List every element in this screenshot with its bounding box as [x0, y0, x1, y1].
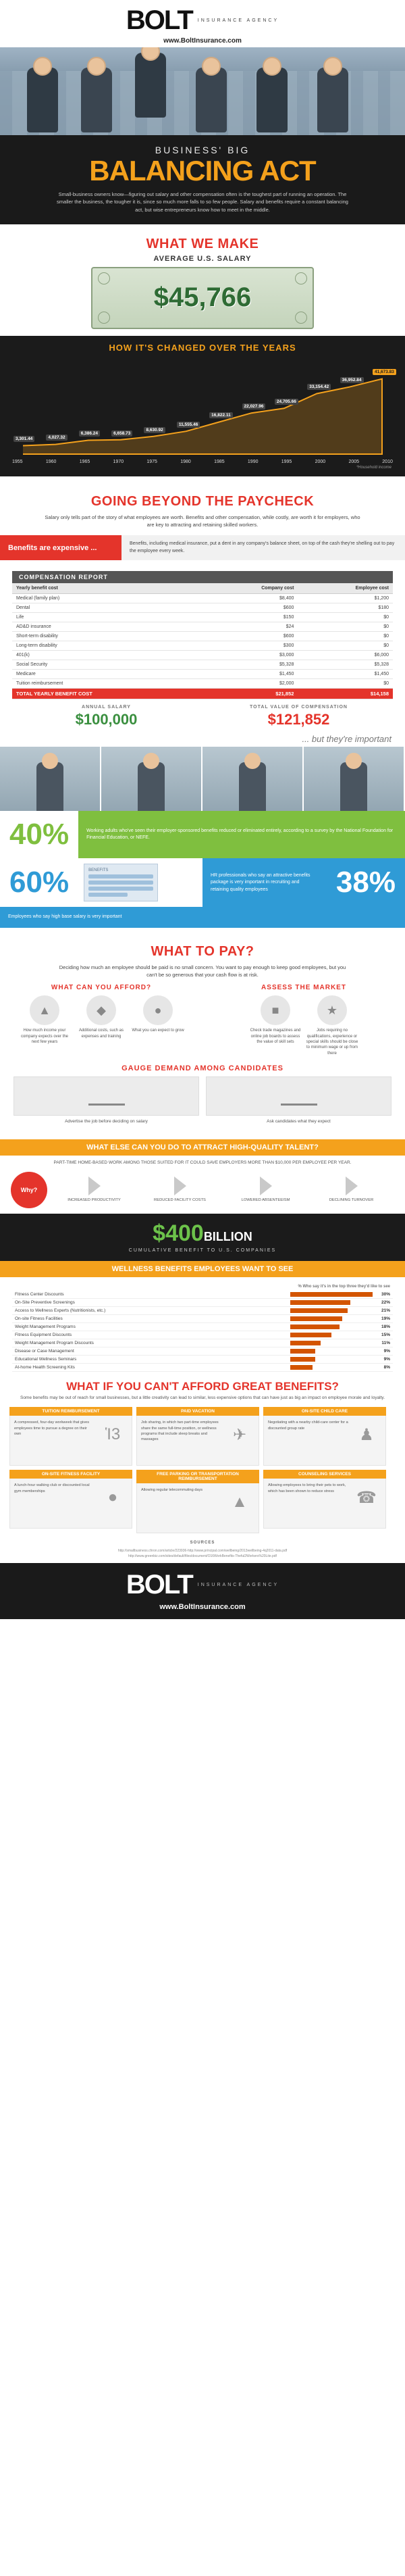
- table-cell: Medicare: [12, 670, 205, 679]
- chart-x-tick: 1975: [146, 459, 157, 464]
- average-salary-value: $45,766: [153, 282, 252, 313]
- table-cell: $0: [298, 679, 393, 689]
- table-cell: $180: [298, 603, 393, 613]
- wellness-rows: [12, 1291, 393, 1372]
- wellness-bar: [288, 1323, 375, 1331]
- afford-card-text: Negotiating with a nearby child-care center for a discounted group rate: [268, 1420, 348, 1431]
- wellness-bar: [288, 1347, 375, 1356]
- compensation-report: [0, 571, 405, 744]
- table-cell: Short-term disability: [12, 632, 205, 641]
- table-cell: $1,450: [298, 670, 393, 679]
- market-items: [202, 995, 405, 1056]
- table-cell: $600: [205, 603, 298, 613]
- chart-plot-area: [12, 357, 393, 458]
- table-column-header: Employee cost: [298, 583, 393, 594]
- afford-card-title: ON-SITE FITNESS FACILITY: [9, 1470, 132, 1479]
- wellness-label: On-site Fitness Facilities: [12, 1315, 288, 1323]
- afford-column-heading: WHAT CAN YOU AFFORD?: [51, 984, 152, 992]
- hero-person-6: [317, 68, 348, 132]
- photo-1: [0, 747, 101, 811]
- footer: [0, 1563, 405, 1619]
- header-url[interactable]: www.BoltInsurance.com: [163, 37, 242, 45]
- stat-block-40: [0, 811, 405, 858]
- gauge-demand-item: [14, 1076, 199, 1124]
- table-header-row: [12, 583, 393, 594]
- wellness-label: Fitness Center Discounts: [12, 1291, 288, 1299]
- table-cell: $0: [298, 641, 393, 651]
- footer-logo: [0, 1570, 405, 1600]
- gauge-item-text: Advertise the job before deciding on salary: [65, 1119, 148, 1124]
- chart-x-tick: 1980: [180, 459, 191, 464]
- what-to-pay-section: [0, 928, 405, 1132]
- chart-x-tick: 2000: [315, 459, 326, 464]
- afford-card-title: FREE PARKING OR TRANSPORTATION REIMBURSEMENT: [136, 1470, 259, 1483]
- afford-card: [9, 1407, 132, 1466]
- table-cell: Dental: [12, 603, 205, 613]
- table-cell: $8,400: [205, 594, 298, 603]
- table-row: [12, 641, 393, 651]
- stat-38-text-row: [0, 907, 405, 928]
- afford-section: [0, 1372, 405, 1533]
- wellness-label: On-Site Preventive Screenings: [12, 1299, 288, 1307]
- table-cell: $5,328: [205, 660, 298, 670]
- afford-card-icon: ♟: [359, 1425, 374, 1444]
- gauge-item-text: Ask candidates what they expect: [267, 1119, 331, 1124]
- what-we-make-heading: WHAT WE MAKE: [146, 236, 259, 251]
- wellness-row: [12, 1299, 393, 1307]
- annual-salary-box: [12, 705, 200, 728]
- photo-2: [101, 747, 202, 811]
- footer-logo-wordmark: BOLT: [126, 1569, 192, 1600]
- hero-person-1: [27, 68, 58, 132]
- talent-heading: WHAT ELSE CAN YOU DO TO ATTRACT HIGH-QUALITY TALENT?: [0, 1139, 405, 1156]
- pay-item-text: Jobs requiring no qualifications, experience or special skills should be close to minimum wage or up from there: [306, 1029, 358, 1056]
- table-row: [12, 670, 393, 679]
- afford-card: [136, 1470, 259, 1533]
- wellness-percent: 9%: [375, 1347, 393, 1356]
- chart-x-tick: 1955: [12, 459, 23, 464]
- what-to-pay-description: Deciding how much an employee should be paid is no small concern. You want to pay enough to keep good employees, but you can't be so generous that your cash flow is at risk.: [59, 964, 346, 978]
- wellness-label: At-home Health Screening Kits: [12, 1364, 288, 1372]
- wellness-percent: 8%: [375, 1364, 393, 1372]
- wellness-col-header: % Who say it's in the top three they'd like to see: [298, 1285, 390, 1289]
- salary-history-chart: [0, 336, 405, 476]
- pay-item-icon: ●: [143, 995, 173, 1025]
- wellness-row: [12, 1347, 393, 1356]
- talent-benefit-item: [308, 1176, 394, 1204]
- table-cell: Life: [12, 613, 205, 622]
- pay-item-text: Check trade magazines and online job boards to assess the value of skill sets: [250, 1029, 301, 1045]
- table-row: [12, 622, 393, 632]
- wellness-bar: [288, 1364, 375, 1372]
- talent-benefit-item: [137, 1176, 223, 1204]
- wellness-percent: 9%: [375, 1356, 393, 1364]
- afford-card-title: TUITION REIMBURSEMENT: [9, 1407, 132, 1416]
- table-cell: Medical (family plan): [12, 594, 205, 603]
- table-cell: 401(k): [12, 651, 205, 660]
- header: [0, 0, 405, 47]
- stat-block-60-38: [0, 858, 405, 907]
- beyond-heading: GOING BEYOND THE PAYCHECK: [90, 493, 315, 509]
- total-compensation-value: $121,852: [267, 711, 330, 728]
- afford-items: [0, 995, 202, 1045]
- talent-subtext: PART-TIME HOME-BASED WORK AMONG THOSE SUITED FOR IT COULD SAVE EMPLOYERS MORE THAN $10,000 PER EMPLOYEE PER YEAR.: [53, 1160, 352, 1166]
- pay-item-icon: ◆: [86, 995, 116, 1025]
- title-small: BUSINESS' BIG: [155, 145, 250, 155]
- brand-logo: [0, 5, 405, 36]
- total-company-cost: $21,852: [205, 689, 298, 699]
- wellness-percent: 11%: [375, 1339, 393, 1347]
- sources-line-2: http://www.greenbiz.com/sites/default/files/document/O16WorkBenefits-Theful2Workers%20Lite.pdf: [128, 1554, 277, 1558]
- wellness-table: [12, 1283, 393, 1372]
- stat-38-text: Employees who say high base salary is very important: [8, 914, 122, 920]
- table-cell: $6,000: [298, 651, 393, 660]
- benefits-document-icon: [84, 864, 158, 901]
- afford-card: [263, 1470, 386, 1533]
- stat-40-text: Working adults who've seen their employer-sponsored benefits reduced or eliminated entirely, according to a survey by the National Foundation for Financial Education, or NEFE.: [78, 811, 405, 858]
- sources-block: [0, 1533, 405, 1563]
- chart-x-tick: 2010: [382, 459, 393, 464]
- table-cell: $0: [298, 622, 393, 632]
- hero-image: [0, 47, 405, 135]
- chart-point-label: 24,705.66: [275, 399, 298, 405]
- chart-x-tick: 1990: [247, 459, 259, 464]
- pay-consideration-item: [132, 995, 184, 1045]
- wellness-label: Disease or Case Management: [12, 1347, 288, 1356]
- table-column-header: Company cost: [205, 583, 298, 594]
- wellness-row: [12, 1331, 393, 1339]
- table-row: [12, 594, 393, 603]
- total-compensation-box: [205, 705, 393, 728]
- wellness-percent: 19%: [375, 1315, 393, 1323]
- chart-point-label: 6,658.73: [111, 430, 132, 437]
- benefits-expensive-label: Benefits are expensive ...: [0, 535, 122, 560]
- table-cell: $2,000: [205, 679, 298, 689]
- afford-heading: WHAT IF YOU CAN'T AFFORD GREAT BENEFITS?: [66, 1380, 339, 1393]
- hero-person-4: [196, 68, 227, 132]
- chart-point-label: 6,386.24: [79, 430, 100, 437]
- arrow-icon: [174, 1176, 186, 1195]
- talent-benefit-item: [51, 1176, 137, 1204]
- market-column: [202, 984, 405, 1056]
- wellness-row: [12, 1364, 393, 1372]
- table-body: [12, 594, 393, 689]
- table-row: [12, 679, 393, 689]
- hero-person-5: [256, 68, 288, 132]
- afford-card-text: Job sharing, in which two part-time employees share the same full-time position, or wellness programs that include sleep breaks and massages: [141, 1420, 219, 1442]
- wellness-bar: [288, 1331, 375, 1339]
- stat-40-value: 40%: [0, 811, 78, 858]
- photo-4: [304, 747, 405, 811]
- logo-wordmark: BOLT: [126, 5, 192, 35]
- afford-cards: [0, 1407, 405, 1533]
- stat-38-group: [202, 858, 405, 907]
- wellness-header-row: [12, 1283, 393, 1291]
- table-row: [12, 660, 393, 670]
- pay-item-icon: ★: [317, 995, 347, 1025]
- chart-x-tick: 1960: [45, 459, 57, 464]
- table-cell: $600: [205, 632, 298, 641]
- dollar-bill-graphic: [91, 267, 314, 329]
- gauge-illustration: [14, 1076, 199, 1116]
- beyond-description: Salary only tells part of the story of what employees are worth. Benefits and other compensation, while costly, are worth it for employers, who are key to attracting and retaining skilled workers.: [45, 514, 360, 528]
- table-cell: $24: [205, 622, 298, 632]
- chart-x-tick: 1985: [214, 459, 225, 464]
- wellness-section: [0, 1261, 405, 1372]
- gauge-demand-item: [206, 1076, 392, 1124]
- title-block: [0, 135, 405, 224]
- wellness-bar: [288, 1315, 375, 1323]
- afford-card-icon: ●: [107, 1488, 118, 1507]
- wellness-bar: [288, 1291, 375, 1299]
- chart-note: *Household income: [356, 465, 392, 470]
- sources-line-1: http://smallbusiness.chron.com/article/223936-http://www.principal.com/wellbeing/2013wellbeing-4q2011-data.pdf: [117, 1548, 288, 1553]
- talent-benefit-label: REDUCED FACILITY COSTS: [154, 1198, 206, 1203]
- chart-point-label: 4,027.32: [46, 435, 67, 441]
- talent-benefit-item: [223, 1176, 308, 1204]
- total-compensation-label: TOTAL VALUE OF COMPENSATION: [250, 705, 348, 710]
- table-cell: AD&D insurance: [12, 622, 205, 632]
- wellness-row: [12, 1323, 393, 1331]
- afford-card-text: A lunch-hour walking club or discounted local gym memberships: [14, 1483, 90, 1493]
- arrow-icon: [346, 1176, 358, 1195]
- talent-section: [0, 1139, 405, 1261]
- pay-item-icon: ■: [261, 995, 290, 1025]
- wellness-percent: 15%: [375, 1331, 393, 1339]
- sources-title: SOURCES: [190, 1541, 215, 1545]
- table-total-row: [12, 689, 393, 699]
- chart-x-axis: [12, 460, 393, 464]
- afford-subtext: Some benefits may be out of reach for small businesses, but a little creativity can lead to similar, less expensive options that can have just as big an impact on employee morale and loyalty.: [20, 1395, 385, 1401]
- what-we-make-section: [0, 224, 405, 336]
- compensation-table: [12, 583, 393, 699]
- afford-card-title: COUNSELING SERVICES: [263, 1470, 386, 1479]
- chart-point-label: 41,673.83: [373, 369, 396, 375]
- talent-benefit-label: LOWERED ABSENTEEISM: [241, 1198, 290, 1203]
- footer-url[interactable]: www.BoltInsurance.com: [159, 1602, 246, 1611]
- hero-person-3: [135, 53, 166, 118]
- table-row: [12, 613, 393, 622]
- wellness-label: Fitness Equipment Discounts: [12, 1331, 288, 1339]
- footer-logo-subtext: INSURANCE AGENCY: [197, 1582, 279, 1587]
- annual-salary-label: ANNUAL SALARY: [82, 705, 131, 710]
- pay-item-icon: ▲: [30, 995, 59, 1025]
- afford-card-text: A compressed, four-day workweek that gives employees time to pursue a degree on their own: [14, 1420, 89, 1436]
- but-important-caption: ... but they're important: [302, 734, 392, 745]
- chart-point-label: 11,555.46: [177, 422, 200, 428]
- why-badge: Why?: [11, 1172, 47, 1208]
- arrow-icon: [88, 1176, 101, 1195]
- afford-card: [263, 1407, 386, 1466]
- table-cell: $1,450: [205, 670, 298, 679]
- chart-point-label: 8,630.92: [144, 427, 165, 433]
- chart-x-tick: 1970: [113, 459, 124, 464]
- arrow-icon: [260, 1176, 272, 1195]
- talent-benefit-label: INCREASED PRODUCTIVITY: [68, 1198, 121, 1203]
- stat-60-text: HR professionals who say an attractive benefits package is very important in recruiting and retaining quality employees: [211, 872, 310, 892]
- chart-point-label: 16,822.11: [209, 412, 233, 418]
- table-cell: Social Security: [12, 660, 205, 670]
- afford-card-text: Allowing employees to bring their pets to work, which has been shown to reduce stress: [268, 1483, 346, 1493]
- table-row: [12, 651, 393, 660]
- chart-x-tick: 2005: [348, 459, 360, 464]
- wellness-label: Weight Management Programs: [12, 1323, 288, 1331]
- chart-point-label: 3,301.44: [14, 436, 34, 442]
- table-cell: $0: [298, 632, 393, 641]
- wellness-bar: [288, 1299, 375, 1307]
- table-column-header: Yearly benefit cost: [12, 583, 205, 594]
- logo-subtext: INSURANCE AGENCY: [197, 18, 279, 23]
- wellness-bar: [288, 1356, 375, 1364]
- wellness-bar: [288, 1339, 375, 1347]
- average-salary-label: AVERAGE U.S. SALARY: [153, 254, 252, 263]
- wellness-row: [12, 1291, 393, 1299]
- chart-point-label: 36,952.84: [340, 377, 364, 383]
- cumulative-benefit-unit: BILLION: [203, 1230, 252, 1244]
- total-label: TOTAL YEARLY BENEFIT COST: [12, 689, 205, 699]
- summary-row: [12, 705, 393, 728]
- gauge-items: [0, 1076, 405, 1124]
- table-cell: $5,328: [298, 660, 393, 670]
- chart-svg: [12, 357, 393, 458]
- afford-card-title: ON-SITE CHILD CARE: [263, 1407, 386, 1416]
- table-row: [12, 632, 393, 641]
- wellness-row: [12, 1339, 393, 1347]
- cumulative-benefit-caption: CUMULATIVE BENEFIT TO U.S. COMPANIES: [128, 1248, 277, 1254]
- wellness-label: Access to Wellness Experts (Nutritionists, etc.): [12, 1307, 288, 1315]
- stat-60-value: 60%: [9, 866, 70, 899]
- stat-60-group: [0, 858, 202, 907]
- table-cell: Long-term disability: [12, 641, 205, 651]
- pay-item-text: Additional costs, such as expenses and training: [78, 1029, 124, 1039]
- table-cell: $300: [205, 641, 298, 651]
- benefits-expensive-text: Benefits, including medical insurance, put a dent in any company's balance sheet, on top of the cash they're shelling out to pay the employee every week.: [122, 535, 405, 560]
- pay-consideration-item: [75, 995, 128, 1045]
- wellness-label: Educational Wellness Seminars: [12, 1356, 288, 1364]
- employee-photo-row: [0, 747, 405, 811]
- stat-38-value: 38%: [335, 866, 396, 899]
- wellness-percent: 21%: [375, 1307, 393, 1315]
- wellness-percent: 18%: [375, 1323, 393, 1331]
- why-items: [51, 1176, 394, 1204]
- market-column-heading: ASSESS THE MARKET: [261, 984, 346, 992]
- cumulative-benefit-number: $400: [153, 1220, 204, 1247]
- table-cell: Tuition reimbursement: [12, 679, 205, 689]
- talent-benefit-label: DECLINING TURNOVER: [329, 1198, 374, 1203]
- afford-card-icon: ✈: [232, 1425, 247, 1444]
- wellness-label: Weight Management Program Discounts: [12, 1339, 288, 1347]
- total-employee-cost: $14,158: [298, 689, 393, 699]
- compensation-report-title: COMPENSATION REPORT: [12, 571, 393, 583]
- table-cell: $150: [205, 613, 298, 622]
- afford-card: [136, 1407, 259, 1466]
- photo-3: [202, 747, 304, 811]
- annual-salary-value: $100,000: [75, 711, 138, 728]
- cumulative-benefit-value: [0, 1220, 405, 1247]
- afford-column: [0, 984, 202, 1056]
- gauge-demand-heading: GAUGE DEMAND AMONG CANDIDATES: [122, 1064, 284, 1073]
- table-row: [12, 603, 393, 613]
- chart-point-label: 22,027.96: [242, 403, 266, 410]
- pay-item-text: How much income your company expects over the next few years: [20, 1029, 69, 1045]
- wellness-percent: 22%: [375, 1299, 393, 1307]
- wellness-heading: WELLNESS BENEFITS EMPLOYEES WANT TO SEE: [0, 1261, 405, 1277]
- chart-x-tick: 1965: [79, 459, 90, 464]
- afford-card-title: PAID VACATION: [136, 1407, 259, 1416]
- wellness-row: [12, 1307, 393, 1315]
- hero-person-2: [81, 68, 112, 132]
- gauge-illustration: [206, 1076, 392, 1116]
- pay-columns: [0, 984, 405, 1056]
- page-title: BALANCING ACT: [89, 155, 316, 187]
- table-cell: $3,000: [205, 651, 298, 660]
- chart-point-label: 33,154.42: [307, 384, 331, 390]
- beyond-paycheck-section: [0, 476, 405, 565]
- wellness-col-blank: [12, 1283, 288, 1291]
- wellness-row: [12, 1315, 393, 1323]
- pay-consideration-item: [18, 995, 71, 1045]
- wellness-bar: [288, 1307, 375, 1315]
- table-cell: $1,200: [298, 594, 393, 603]
- afford-card-icon: ☎: [356, 1488, 377, 1507]
- talent-why-row: [0, 1166, 405, 1214]
- afford-card-text: Allowing regular telecommuting days: [141, 1488, 203, 1493]
- chart-title: HOW IT'S CHANGED OVER THE YEARS: [109, 342, 296, 353]
- title-description: Small-business owners know—figuring out salary and other compensation often is the toughest part of running an operation. The smaller the business, the tougher it is, since so much more falls to so few people. Salary and benefits require a constant balancing act, but wise entrepreneurs know how to meet in the middle.: [57, 191, 348, 213]
- afford-card-icon: Ἱ3: [105, 1425, 121, 1444]
- benefits-expensive-band: [0, 535, 405, 560]
- chart-x-tick: 1995: [281, 459, 292, 464]
- what-to-pay-heading: WHAT TO PAY?: [151, 943, 254, 959]
- afford-card-icon: ▲: [232, 1493, 248, 1512]
- benefits-card-label: BENEFITS: [88, 868, 109, 873]
- pay-consideration-item: [249, 995, 302, 1056]
- cumulative-benefit-block: [0, 1214, 405, 1261]
- wellness-percent: 30%: [375, 1291, 393, 1299]
- table-cell: $0: [298, 613, 393, 622]
- pay-consideration-item: [306, 995, 358, 1056]
- wellness-row: [12, 1356, 393, 1364]
- pay-item-text: What you can expect to grow: [132, 1029, 184, 1033]
- afford-card: [9, 1470, 132, 1533]
